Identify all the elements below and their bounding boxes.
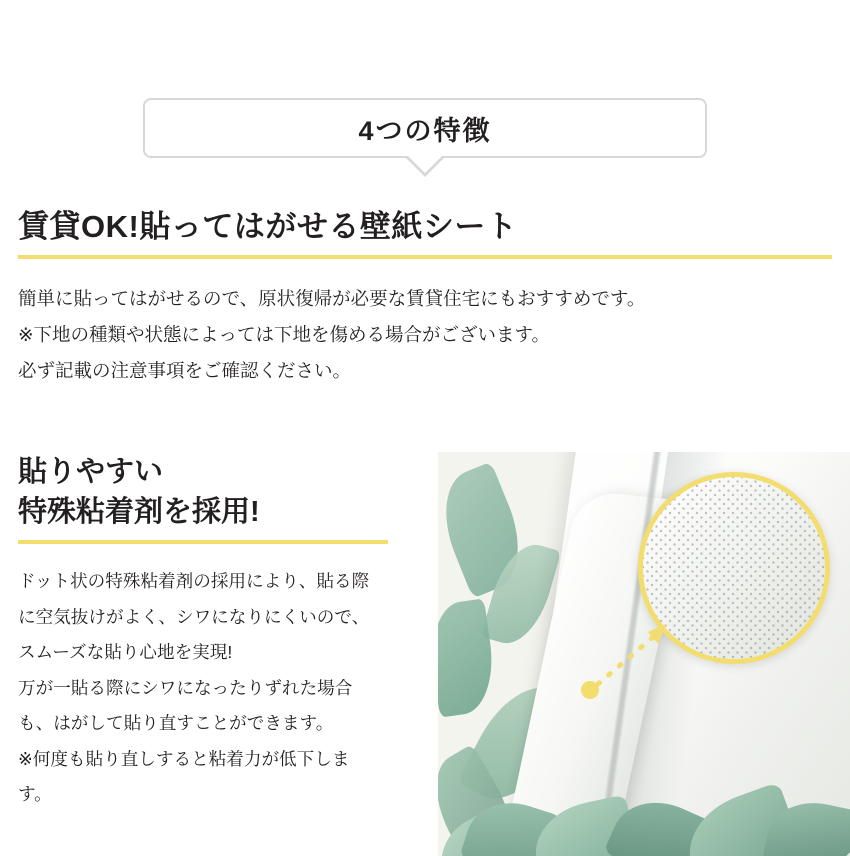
ribbon-notch-inner-icon (407, 155, 443, 173)
section2-body-line: スムーズな貼り心地を実現! (18, 642, 233, 663)
adhesive-dot-texture (643, 477, 825, 659)
ribbon-title: 4つの特徴 (358, 115, 492, 146)
product-photo (438, 452, 850, 856)
feature-section-easy-to-apply (18, 452, 438, 813)
section2-body-line: 万が一貼る際にシワになったりずれた場合 (18, 677, 353, 698)
ribbon-header (0, 98, 850, 158)
section2-heading (18, 452, 438, 540)
section1-body-line: ※下地の種類や状態によっては下地を傷める場合がございます。 (18, 323, 551, 345)
section2-body-line: す。 (18, 784, 52, 805)
section1-body (18, 281, 832, 389)
section2-body-line: も、はがして貼り直すことができます。 (18, 713, 334, 734)
ribbon-box (143, 98, 707, 158)
section2-body-line: ※何度も貼り直しすると粘着力が低下しま (18, 748, 350, 769)
section1-body-line: 簡単に貼ってはがせるので、原状復帰が必要な賃貸住宅にもおすすめです。 (18, 287, 646, 309)
section2-body-line: に空気抜けがよく、シワになりにくいので、 (18, 606, 370, 627)
section2-body (18, 564, 438, 813)
section2-heading-line: 貼りやすい (18, 456, 164, 488)
section2-underline (18, 540, 388, 544)
section1-body-line: 必ず記載の注意事項をご確認ください。 (18, 359, 352, 381)
feature-section-rental-ok (18, 208, 832, 389)
photo-bottom-leaves (438, 760, 850, 856)
section2-body-line: ドット状の特殊粘着剤の採用により、貼る際 (18, 571, 370, 592)
section1-underline (18, 255, 832, 259)
section2-heading-line: 特殊粘着剤を採用! (18, 496, 260, 529)
section1-heading: 賃貸OK!貼ってはがせる壁紙シート (18, 209, 518, 244)
magnifier-circle (638, 472, 830, 664)
